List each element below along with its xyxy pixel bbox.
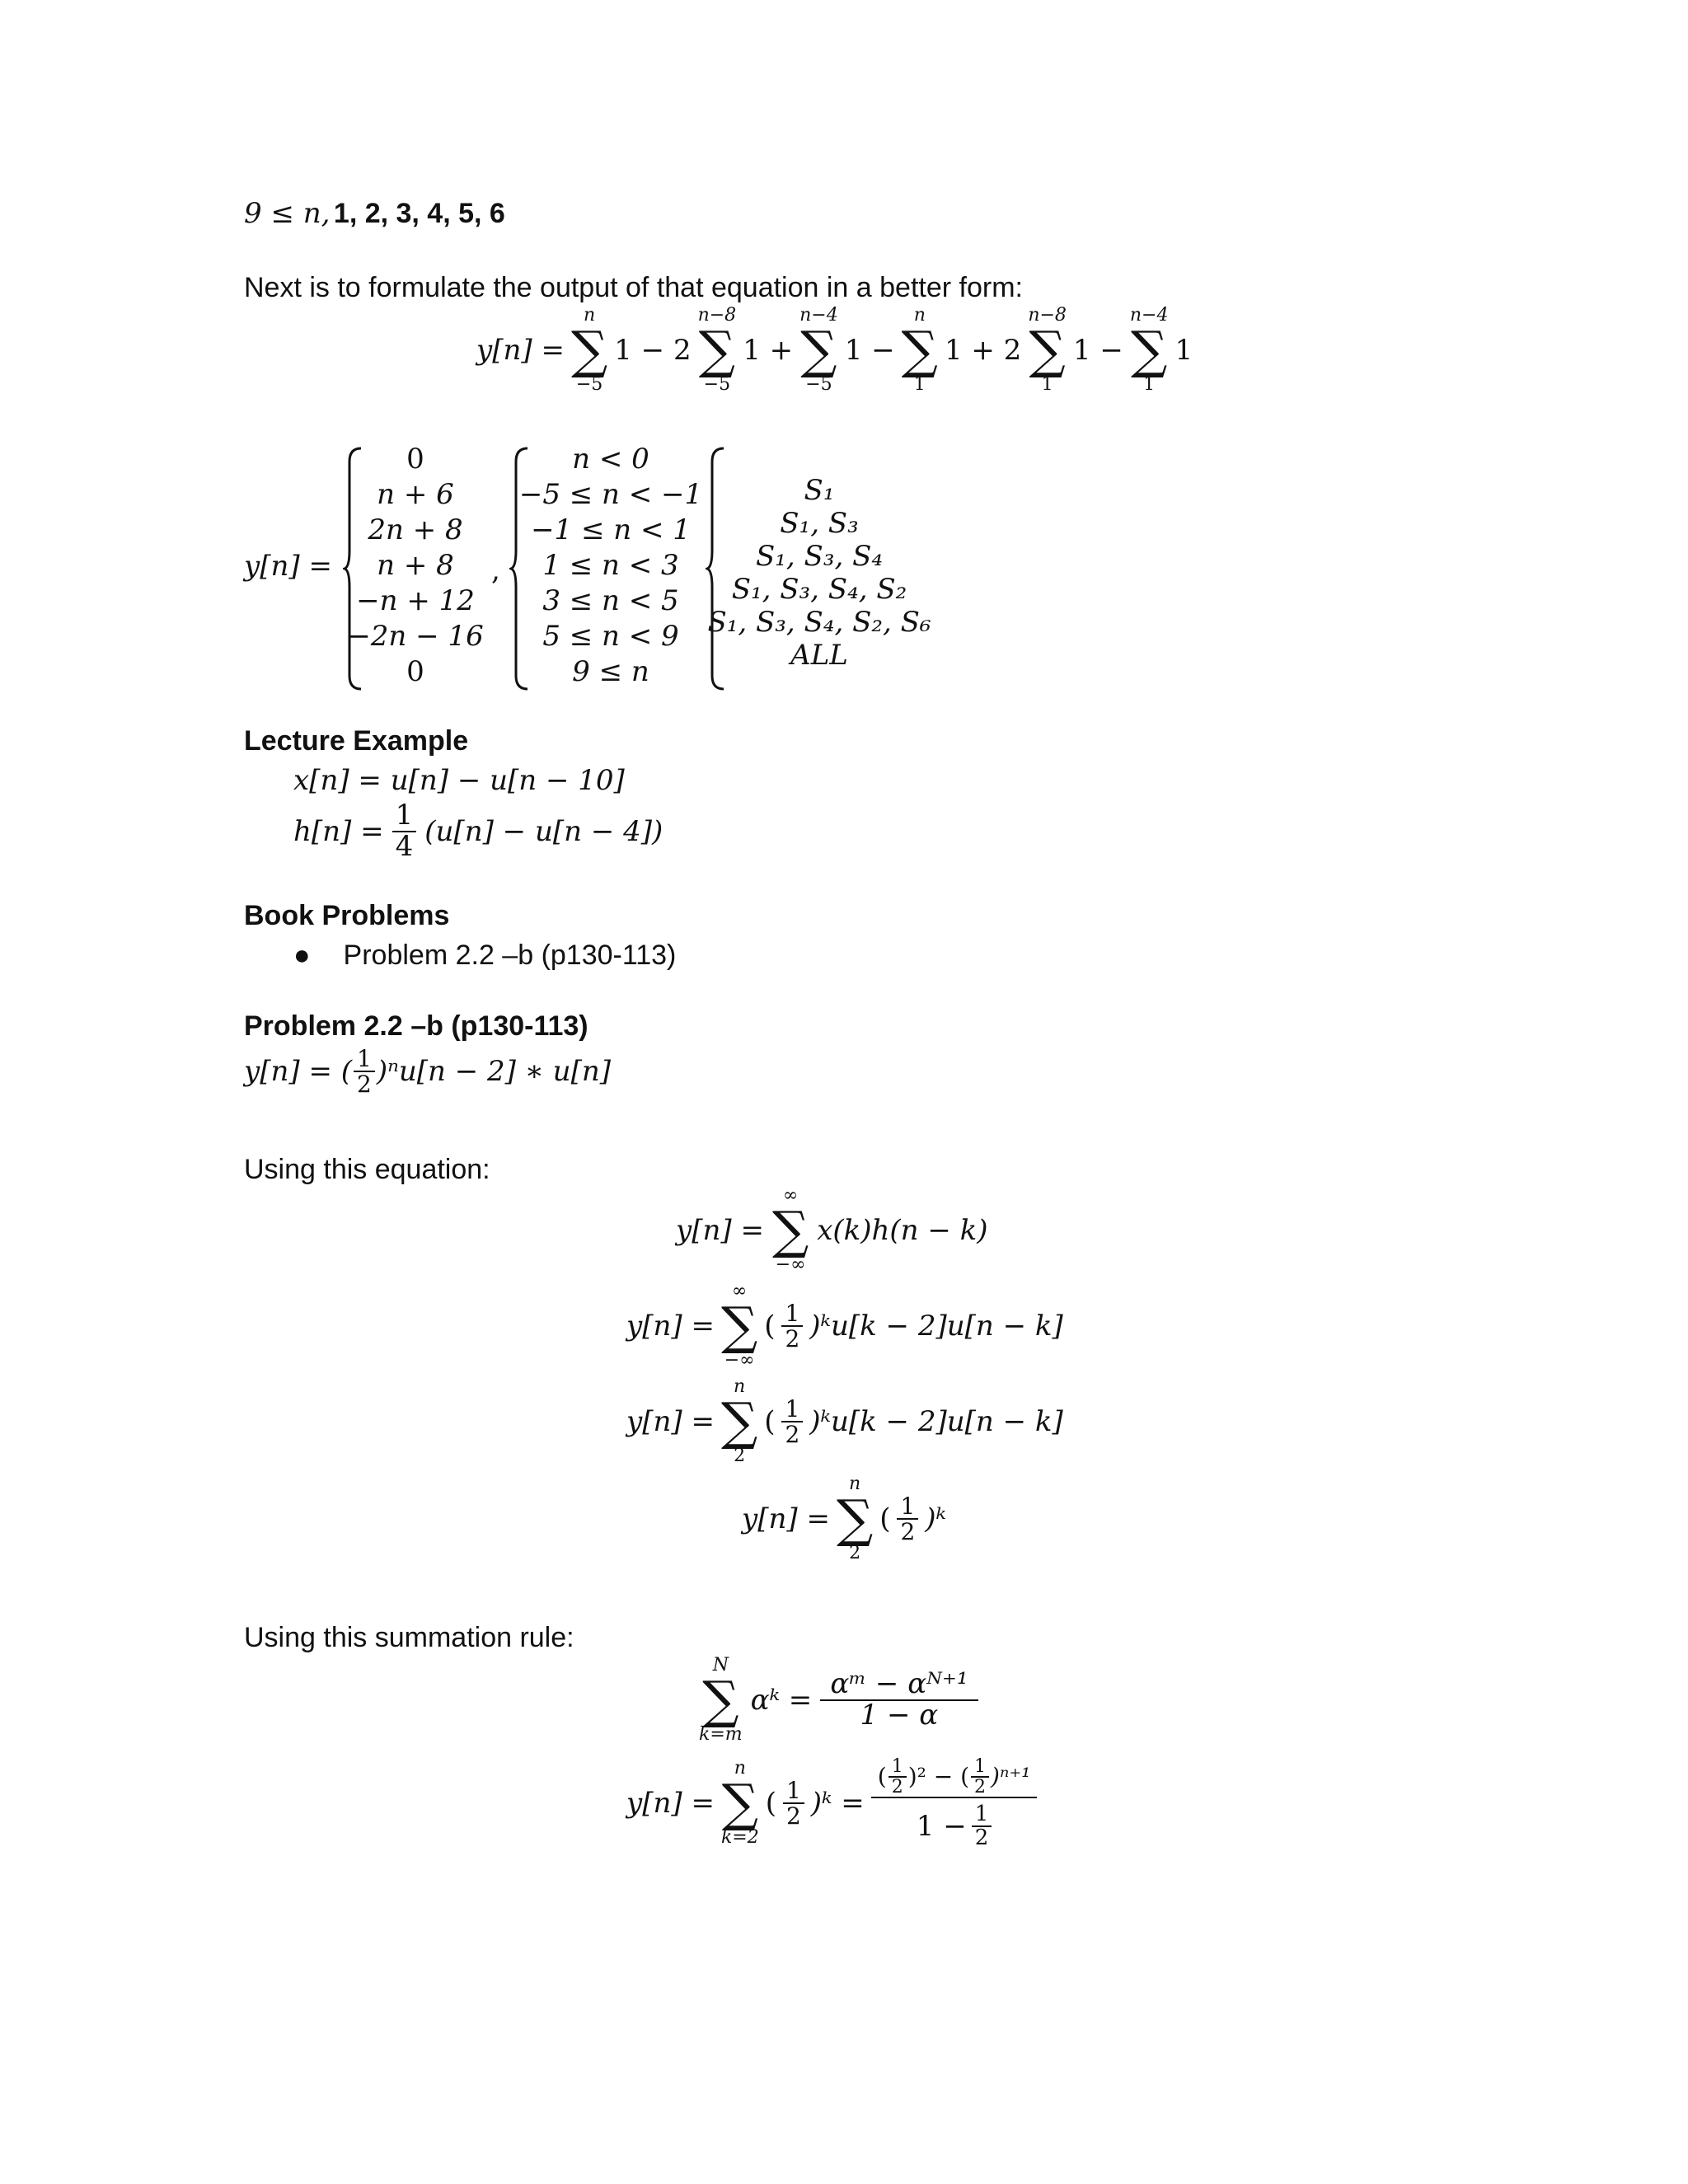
sigma-icon: ∑ bbox=[901, 320, 938, 380]
rule-numerator: αᵐ − αᴺ⁺¹ bbox=[820, 1670, 978, 1701]
final-equation bbox=[626, 1757, 1037, 1850]
sum-lower: 1 bbox=[1143, 374, 1156, 395]
half-numerator: 1 bbox=[783, 1779, 804, 1804]
piecewise-set: ALL bbox=[790, 639, 848, 672]
sum-between: 1 − 2 bbox=[614, 334, 692, 367]
first-line-values: 1, 2, 3, 4, 5, 6 bbox=[333, 198, 505, 229]
rule-equation bbox=[699, 1657, 978, 1744]
final-num-a: )² − ( bbox=[907, 1763, 970, 1791]
half-fraction bbox=[897, 1494, 918, 1544]
conv-line-2 bbox=[626, 1282, 1063, 1370]
open-paren: ( bbox=[764, 1405, 776, 1438]
final-denominator bbox=[913, 1798, 995, 1850]
rule-term: αᵏ = bbox=[750, 1684, 813, 1717]
sigma-icon: ∑ bbox=[836, 1488, 874, 1549]
sum-between: 1 + bbox=[743, 334, 794, 367]
conv-sum bbox=[721, 1282, 757, 1370]
piecewise-value: n + 8 bbox=[377, 549, 454, 582]
sum-upper: n−8 bbox=[697, 305, 737, 326]
half-numerator: 1 bbox=[781, 1397, 803, 1422]
piecewise-conditions bbox=[518, 443, 703, 688]
sum-lower: k=m bbox=[699, 1724, 743, 1745]
piecewise-set: S₁, S₃, S₄, S₂ bbox=[731, 573, 907, 606]
sigma-icon: ∑ bbox=[1029, 320, 1066, 380]
final-fraction bbox=[871, 1757, 1038, 1850]
h-lhs: h[n] = bbox=[293, 814, 384, 848]
problem-numerator: 1 bbox=[354, 1047, 375, 1072]
final-num-b: )ⁿ⁺¹ bbox=[991, 1763, 1031, 1791]
sum-upper: n bbox=[848, 1474, 861, 1494]
half-numerator: 1 bbox=[972, 1803, 992, 1827]
half-denominator: 2 bbox=[974, 1777, 987, 1798]
conv-body: )ᵏu[k − 2]u[n − k] bbox=[809, 1310, 1063, 1343]
sum-term-4 bbox=[902, 307, 938, 394]
intro-text: Next is to formulate the output of that equation in a better form: bbox=[244, 272, 1023, 303]
piecewise-value: −2n − 16 bbox=[347, 620, 484, 653]
piecewise-value: 0 bbox=[406, 655, 424, 688]
sum-lower: 1 bbox=[1041, 374, 1053, 395]
problem-rest: )ⁿu[n − 2] ∗ u[n] bbox=[376, 1055, 611, 1089]
sum-between: 1 − bbox=[1072, 334, 1123, 367]
book-problems-list bbox=[293, 940, 676, 972]
half-numerator: 1 bbox=[897, 1494, 918, 1520]
piecewise-lhs: y[n] = bbox=[244, 550, 332, 583]
sigma-icon: ∑ bbox=[698, 320, 736, 380]
conv-body: x(k)h(n − k) bbox=[817, 1214, 988, 1247]
conv-line-4 bbox=[742, 1475, 946, 1563]
open-paren: ( bbox=[765, 1787, 776, 1821]
conv-sum bbox=[721, 1378, 757, 1465]
half-fraction bbox=[972, 1803, 992, 1850]
sum-between: 1 + 2 bbox=[944, 334, 1022, 367]
final-term: )ᵏ = bbox=[810, 1787, 865, 1821]
piecewise-value: 2n + 8 bbox=[368, 513, 463, 546]
open-paren: ( bbox=[879, 1502, 891, 1535]
sum-upper: n−4 bbox=[1129, 305, 1169, 326]
rule-denominator: 1 − α bbox=[860, 1699, 939, 1732]
bullet-icon: ● bbox=[293, 940, 311, 971]
piecewise-condition: n < 0 bbox=[572, 443, 649, 476]
conv-body: )ᵏ bbox=[925, 1502, 946, 1535]
conv-lhs: y[n] = bbox=[742, 1502, 830, 1535]
half-denominator: 2 bbox=[900, 1518, 916, 1545]
conv-lhs: y[n] = bbox=[626, 1405, 715, 1438]
sum-lower: 1 bbox=[913, 374, 926, 395]
sum-equation bbox=[476, 307, 1193, 394]
lecture-h-equation bbox=[293, 801, 663, 861]
sum-upper: ∞ bbox=[731, 1281, 748, 1301]
piecewise-set: S₁ bbox=[804, 474, 835, 507]
half-fraction bbox=[781, 1301, 803, 1352]
half-fraction bbox=[971, 1757, 989, 1797]
lecture-x-equation: x[n] = u[n] − u[n − 10] bbox=[293, 764, 625, 797]
conv-sum bbox=[837, 1475, 873, 1563]
piecewise-condition: 5 ≤ n < 9 bbox=[542, 620, 679, 653]
conv-line-3 bbox=[626, 1378, 1063, 1465]
sigma-icon: ∑ bbox=[720, 1391, 758, 1451]
half-fraction bbox=[783, 1779, 804, 1829]
h-denominator: 4 bbox=[395, 829, 414, 863]
rule-fraction bbox=[820, 1667, 978, 1732]
final-den-a: 1 − bbox=[916, 1810, 967, 1844]
sum-upper: n bbox=[583, 305, 596, 326]
half-numerator: 1 bbox=[889, 1757, 907, 1778]
sum-lower: −5 bbox=[703, 374, 731, 395]
piecewise-condition: 9 ≤ n bbox=[572, 655, 649, 688]
using-equation-text: Using this equation: bbox=[244, 1154, 490, 1185]
sum-upper: n bbox=[913, 305, 926, 326]
piecewise-set: S₁, S₃, S₄ bbox=[756, 540, 883, 573]
sum-upper: n−8 bbox=[1028, 305, 1067, 326]
sum-lower: 2 bbox=[849, 1543, 861, 1563]
half-fraction bbox=[781, 1394, 803, 1448]
problem-equation bbox=[244, 1047, 611, 1097]
open-paren: ( bbox=[764, 1310, 776, 1343]
using-rule-text: Using this summation rule: bbox=[244, 1622, 574, 1653]
piecewise-condition: −1 ≤ n < 1 bbox=[531, 513, 691, 546]
half-denominator: 2 bbox=[891, 1777, 903, 1798]
rule-sum bbox=[699, 1657, 743, 1744]
half-numerator: 1 bbox=[781, 1301, 803, 1327]
half-denominator: 2 bbox=[785, 1802, 801, 1830]
sum-lower: 2 bbox=[734, 1446, 746, 1466]
conv-sum bbox=[772, 1187, 809, 1274]
sum-term-3 bbox=[799, 307, 838, 394]
sum-lower: k=2 bbox=[720, 1827, 759, 1849]
piecewise bbox=[244, 443, 931, 692]
piecewise-sets bbox=[707, 474, 931, 672]
sigma-icon: ∑ bbox=[570, 320, 608, 380]
problem-denominator: 2 bbox=[357, 1071, 372, 1099]
h-rest: (u[n] − u[n − 4]) bbox=[424, 814, 663, 848]
open-paren: ( bbox=[877, 1763, 887, 1791]
problem-lhs: y[n] = ( bbox=[244, 1055, 353, 1089]
h-numerator: 1 bbox=[392, 801, 417, 832]
sigma-icon: ∑ bbox=[1131, 320, 1168, 380]
book-problems-heading: Book Problems bbox=[244, 900, 450, 931]
sum-lower: −5 bbox=[575, 374, 603, 395]
lecture-example-heading: Lecture Example bbox=[244, 725, 469, 757]
sum-term-6 bbox=[1130, 307, 1169, 394]
sum-upper: n bbox=[734, 1758, 746, 1779]
piecewise-condition: 1 ≤ n < 3 bbox=[542, 549, 679, 582]
conv-body: )ᵏu[k − 2]u[n − k] bbox=[809, 1405, 1063, 1438]
first-line bbox=[244, 198, 505, 230]
sum-upper: N bbox=[712, 1655, 729, 1675]
sum-lhs: y[n] = bbox=[476, 334, 565, 367]
final-numerator bbox=[871, 1757, 1038, 1798]
piecewise-value: −n + 12 bbox=[356, 584, 475, 617]
half-fraction bbox=[889, 1757, 907, 1797]
sigma-icon: ∑ bbox=[720, 1296, 758, 1356]
sum-upper: ∞ bbox=[782, 1185, 799, 1206]
piecewise-comma: , bbox=[491, 554, 500, 587]
first-line-math: 9 ≤ n, bbox=[244, 197, 331, 230]
sum-term-5 bbox=[1028, 307, 1067, 394]
sum-lower: −5 bbox=[805, 374, 832, 395]
piecewise-set: S₁, S₃, S₄, S₂, S₆ bbox=[707, 606, 931, 639]
problem-heading: Problem 2.2 –b (p130-113) bbox=[244, 1010, 588, 1042]
final-sum bbox=[721, 1760, 759, 1847]
final-lhs: y[n] = bbox=[626, 1787, 715, 1821]
problem-fraction bbox=[354, 1047, 375, 1097]
piecewise-condition: −5 ≤ n < −1 bbox=[518, 478, 703, 511]
piecewise-values bbox=[347, 443, 484, 688]
sum-term-2 bbox=[698, 307, 737, 394]
h-fraction bbox=[392, 801, 417, 861]
piecewise-condition: 3 ≤ n < 5 bbox=[542, 584, 679, 617]
half-denominator: 2 bbox=[785, 1421, 800, 1448]
book-problem-item: Problem 2.2 –b (p130-113) bbox=[343, 940, 677, 971]
sum-upper: n−4 bbox=[799, 305, 838, 326]
sum-between: 1 bbox=[1175, 334, 1193, 367]
sum-upper: n bbox=[733, 1376, 746, 1397]
half-denominator: 2 bbox=[785, 1325, 800, 1352]
sum-term-1 bbox=[571, 307, 607, 394]
sigma-icon: ∑ bbox=[721, 1773, 758, 1834]
half-denominator: 2 bbox=[974, 1825, 989, 1851]
sum-between: 1 − bbox=[844, 334, 895, 367]
conv-lhs: y[n] = bbox=[676, 1214, 764, 1247]
sum-lower: −∞ bbox=[775, 1254, 806, 1275]
sigma-icon: ∑ bbox=[702, 1670, 739, 1730]
conv-lhs: y[n] = bbox=[626, 1310, 715, 1343]
conv-line-1 bbox=[676, 1187, 988, 1274]
piecewise-set: S₁, S₃ bbox=[780, 507, 859, 540]
piecewise-value: 0 bbox=[406, 443, 424, 476]
half-numerator: 1 bbox=[971, 1757, 989, 1778]
sigma-icon: ∑ bbox=[800, 320, 837, 380]
piecewise-value: n + 6 bbox=[377, 478, 454, 511]
sum-lower: −∞ bbox=[724, 1350, 755, 1371]
sigma-icon: ∑ bbox=[771, 1200, 809, 1260]
